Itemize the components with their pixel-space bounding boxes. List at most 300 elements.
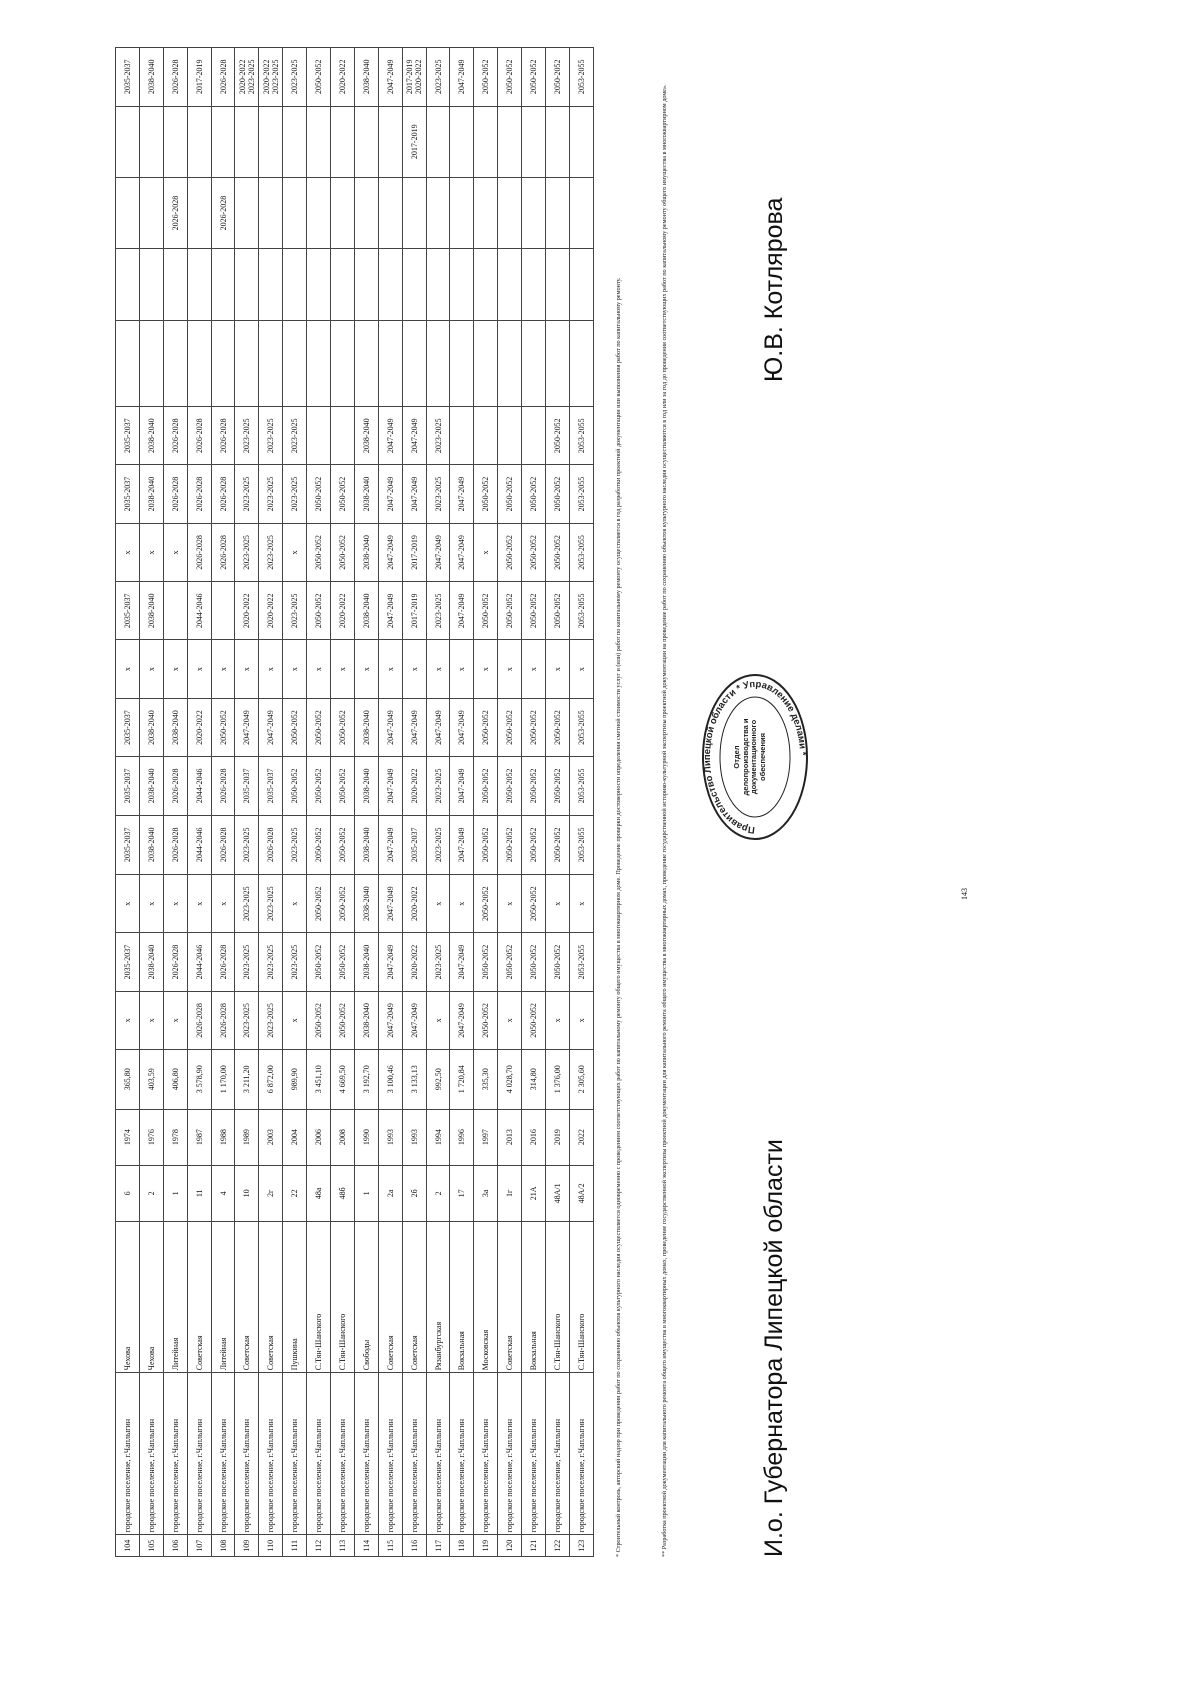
work-period-cell: 2050-2052 [522, 523, 546, 581]
work-period-cell: 2020-2022 [402, 757, 426, 815]
work-period-cell: 2023-2025 [259, 991, 283, 1049]
work-period-cell [450, 249, 474, 320]
work-period-cell: 2047-2049 [402, 698, 426, 756]
work-period-cell: 2047-2049 [402, 991, 426, 1049]
work-period-cell: 2050-2052 [546, 582, 570, 640]
work-period-cell: 2026-2028 [187, 991, 211, 1049]
work-period-cell: 2038-2040 [354, 582, 378, 640]
row-number-cell: 118 [450, 1535, 474, 1557]
work-period-cell [163, 320, 187, 406]
work-period-cell: 2026-2028 [211, 465, 235, 523]
work-period-cell: х [187, 640, 211, 698]
settlement-cell: городское поселение, г.Чаплыгин [354, 1373, 378, 1535]
area-cell: 3 192,70 [354, 1050, 378, 1109]
year-cell: 2022 [569, 1109, 593, 1165]
work-period-cell: х [426, 991, 450, 1049]
house-number-cell: 4 [211, 1165, 235, 1221]
work-period-cell [498, 320, 522, 406]
work-period-cell: 2023-2025 [426, 582, 450, 640]
area-cell: 314,80 [522, 1050, 546, 1109]
work-period-cell [354, 249, 378, 320]
area-cell: 4 028,70 [498, 1050, 522, 1109]
work-period-cell: 2050-2052 [283, 757, 307, 815]
street-cell: Литейная [163, 1221, 187, 1372]
street-cell: Рязанбургская [426, 1221, 450, 1372]
work-period-cell: 2050-2052 [331, 523, 355, 581]
settlement-cell: городское поселение, г.Чаплыгин [139, 1373, 163, 1535]
work-period-cell: 2053-2055 [569, 407, 593, 465]
work-period-cell [378, 106, 402, 177]
table-row [259, 48, 283, 1557]
house-number-cell: 2а [378, 1165, 402, 1221]
row-number-cell: 107 [187, 1535, 211, 1557]
area-cell: 3 133,13 [402, 1050, 426, 1109]
work-period-cell: 2026-2028 [211, 991, 235, 1049]
year-cell: 2006 [307, 1109, 331, 1165]
row-number-cell: 106 [163, 1535, 187, 1557]
work-period-cell: 2023-2025 [426, 757, 450, 815]
work-period-cell: 2050-2052 [211, 698, 235, 756]
work-period-cell: 2038-2040 [354, 991, 378, 1049]
work-period-cell: 2038-2040 [354, 407, 378, 465]
work-period-cell [116, 177, 140, 248]
settlement-cell: городское поселение, г.Чаплыгин [546, 1373, 570, 1535]
work-period-cell: 2050-2052 [307, 48, 331, 107]
year-cell: 2013 [498, 1109, 522, 1165]
work-period-cell: 2020-2022 [331, 48, 355, 107]
work-period-cell: 2026-2028 [187, 465, 211, 523]
settlement-cell: городское поселение, г.Чаплыгин [331, 1373, 355, 1535]
area-cell: 365,80 [116, 1050, 140, 1109]
table-row [522, 48, 546, 1557]
work-period-cell: 2023-2025 [283, 815, 307, 874]
work-period-cell: 2038-2040 [354, 757, 378, 815]
work-period-cell: 2050-2052 [498, 933, 522, 991]
table-row [378, 48, 402, 1557]
work-period-cell: 2026-2028 [211, 815, 235, 874]
work-period-cell [307, 106, 331, 177]
house-number-cell: 1 [163, 1165, 187, 1221]
work-period-cell: 2023-2025 [283, 407, 307, 465]
work-period-cell [498, 177, 522, 248]
work-period-cell [426, 106, 450, 177]
work-period-cell: х [569, 875, 593, 933]
work-period-cell [211, 106, 235, 177]
work-period-cell: 2050-2052 [474, 815, 498, 874]
table-row [283, 48, 307, 1557]
settlement-cell: городское поселение, г.Чаплыгин [259, 1373, 283, 1535]
settlement-cell: городское поселение, г.Чаплыгин [163, 1373, 187, 1535]
work-period-cell: 2050-2052 [522, 815, 546, 874]
work-period-cell: х [498, 640, 522, 698]
work-period-cell: х [546, 640, 570, 698]
work-period-cell: 2023-2025 [426, 407, 450, 465]
work-period-cell [331, 249, 355, 320]
area-cell: 335,30 [474, 1050, 498, 1109]
table-row [498, 48, 522, 1557]
work-period-cell: х [211, 640, 235, 698]
work-period-cell: 2047-2049 [378, 757, 402, 815]
work-period-cell: х [546, 875, 570, 933]
work-period-cell: 2023-2025 [235, 875, 259, 933]
settlement-cell: городское поселение, г.Чаплыгин [402, 1373, 426, 1535]
work-period-cell [474, 177, 498, 248]
year-cell: 2004 [283, 1109, 307, 1165]
house-number-cell: 3а [474, 1165, 498, 1221]
work-period-cell: 2020-2022 2023-2025 [259, 48, 283, 107]
work-period-cell: 2050-2052 [498, 582, 522, 640]
year-cell: 2016 [522, 1109, 546, 1165]
settlement-cell: городское поселение, г.Чаплыгин [426, 1373, 450, 1535]
settlement-cell: городское поселение, г.Чаплыгин [378, 1373, 402, 1535]
work-period-cell: 2044-2046 [187, 933, 211, 991]
area-cell: 3 211,20 [235, 1050, 259, 1109]
work-period-cell [474, 106, 498, 177]
work-period-cell: 2026-2028 [211, 48, 235, 107]
street-cell: Литейная [211, 1221, 235, 1372]
work-period-cell: 2026-2028 [187, 523, 211, 581]
work-period-cell: х [116, 991, 140, 1049]
street-cell: Советская [402, 1221, 426, 1372]
settlement-cell: городское поселение, г.Чаплыгин [498, 1373, 522, 1535]
row-number-cell: 105 [139, 1535, 163, 1557]
work-period-cell [283, 177, 307, 248]
work-period-cell: 2017-2019 2020-2022 [402, 48, 426, 107]
settlement-cell: городское поселение, г.Чаплыгин [283, 1373, 307, 1535]
work-period-cell: 2026-2028 [211, 933, 235, 991]
work-period-cell [235, 106, 259, 177]
work-period-cell: 2026-2028 [211, 523, 235, 581]
work-period-cell: 2050-2052 [331, 875, 355, 933]
house-number-cell: 2 [426, 1165, 450, 1221]
work-period-cell: 2023-2025 [235, 523, 259, 581]
work-period-cell [402, 249, 426, 320]
work-period-cell: 2035-2037 [116, 933, 140, 991]
table-row [116, 48, 140, 1557]
work-period-cell: 2038-2040 [354, 465, 378, 523]
work-period-cell [426, 249, 450, 320]
work-period-cell: 2026-2028 [163, 465, 187, 523]
work-period-cell: х [402, 640, 426, 698]
work-period-cell: х [116, 523, 140, 581]
work-period-cell: х [474, 640, 498, 698]
work-period-cell: 2047-2049 [378, 991, 402, 1049]
work-period-cell: х [546, 991, 570, 1049]
work-period-cell: 2047-2049 [378, 407, 402, 465]
year-cell: 1997 [474, 1109, 498, 1165]
work-period-cell [331, 106, 355, 177]
work-period-cell: 2047-2049 [378, 48, 402, 107]
table-row [163, 48, 187, 1557]
work-period-cell: 2050-2052 [522, 875, 546, 933]
work-period-cell: 2038-2040 [354, 815, 378, 874]
row-number-cell: 121 [522, 1535, 546, 1557]
work-period-cell: 2047-2049 [450, 48, 474, 107]
work-period-cell [259, 106, 283, 177]
work-period-cell [378, 249, 402, 320]
work-period-cell: 2050-2052 [474, 991, 498, 1049]
area-cell: 4 669,50 [331, 1050, 355, 1109]
work-period-cell [522, 177, 546, 248]
year-cell: 1987 [187, 1109, 211, 1165]
work-period-cell [235, 177, 259, 248]
work-period-cell [546, 249, 570, 320]
work-period-cell: 2026-2028 [163, 48, 187, 107]
house-number-cell: 10 [235, 1165, 259, 1221]
street-cell: Свободы [354, 1221, 378, 1372]
work-period-cell [307, 177, 331, 248]
work-period-cell: 2047-2049 [378, 698, 402, 756]
work-period-cell [307, 407, 331, 465]
work-period-cell: 2023-2025 [259, 523, 283, 581]
work-period-cell [498, 249, 522, 320]
area-cell: 2 305,60 [569, 1050, 593, 1109]
official-stamp [700, 672, 810, 842]
row-number-cell: 117 [426, 1535, 450, 1557]
year-cell: 2003 [259, 1109, 283, 1165]
page-number: 143 [960, 888, 969, 900]
work-period-cell [522, 106, 546, 177]
work-period-cell [426, 177, 450, 248]
work-period-cell: х [187, 875, 211, 933]
work-period-cell: 2050-2052 [522, 582, 546, 640]
work-period-cell [378, 177, 402, 248]
work-period-cell [546, 320, 570, 406]
work-period-cell: 2038-2040 [139, 757, 163, 815]
street-cell: Советская [235, 1221, 259, 1372]
work-period-cell [211, 320, 235, 406]
settlement-cell: городское поселение, г.Чаплыгин [211, 1373, 235, 1535]
work-period-cell: х [139, 640, 163, 698]
work-period-cell: 2026-2028 [163, 815, 187, 874]
footnote-2: ** Разработка проектной документации для капитального ремонта общего имущества в многоквартирных домах, проведение государственной экспертизы проектной документации для капитального ремонта общего имущества в многоквартирных домах, проведение государственной историко-культурной экспертизы проектной документации на проведение работ по сохранению объектов культурного наследия осуществляются в год или за год до проведения соответствующих работ по капитальному ремонту общего имущества в многоквартирном доме». [661, 84, 668, 1557]
area-cell: 3 578,90 [187, 1050, 211, 1109]
house-number-cell: 1г [498, 1165, 522, 1221]
work-period-cell: 2050-2052 [546, 523, 570, 581]
work-period-cell [402, 320, 426, 406]
work-period-cell: х [163, 640, 187, 698]
work-period-cell: 2038-2040 [139, 48, 163, 107]
work-period-cell: 2023-2025 [235, 815, 259, 874]
work-period-cell: 2035-2037 [116, 465, 140, 523]
table-row [354, 48, 378, 1557]
work-period-cell: 2050-2052 [546, 815, 570, 874]
work-period-cell [546, 106, 570, 177]
house-number-cell: 48б [331, 1165, 355, 1221]
house-number-cell: 17 [450, 1165, 474, 1221]
work-period-cell: 2026-2028 [259, 815, 283, 874]
work-period-cell: 2050-2052 [474, 933, 498, 991]
work-period-cell [211, 249, 235, 320]
work-period-cell [116, 320, 140, 406]
row-number-cell: 119 [474, 1535, 498, 1557]
work-period-cell: х [139, 875, 163, 933]
work-period-cell: 2050-2052 [307, 523, 331, 581]
work-period-cell: 2038-2040 [139, 815, 163, 874]
signatory-name: Ю.В. Котлярова [760, 197, 788, 382]
work-period-cell: 2023-2025 [283, 933, 307, 991]
work-period-cell [522, 407, 546, 465]
settlement-cell: городское поселение, г.Чаплыгин [307, 1373, 331, 1535]
work-period-cell: 2050-2052 [474, 698, 498, 756]
work-period-cell: 2053-2055 [569, 815, 593, 874]
work-period-cell: 2038-2040 [354, 875, 378, 933]
work-period-cell [450, 407, 474, 465]
work-period-cell: 2053-2055 [569, 698, 593, 756]
work-period-cell: 2020-2022 [402, 933, 426, 991]
work-period-cell: х [283, 523, 307, 581]
work-period-cell [354, 320, 378, 406]
table-row [546, 48, 570, 1557]
work-period-cell: 2050-2052 [331, 757, 355, 815]
work-period-cell: 2023-2025 [283, 465, 307, 523]
area-cell: 403,59 [139, 1050, 163, 1109]
area-cell: 6 872,00 [259, 1050, 283, 1109]
work-period-cell: 2047-2049 [378, 582, 402, 640]
settlement-cell: городское поселение, г.Чаплыгин [569, 1373, 593, 1535]
work-period-cell: х [569, 991, 593, 1049]
work-period-cell: 2026-2028 [211, 177, 235, 248]
work-period-cell: х [450, 875, 474, 933]
house-number-cell: 48А/1 [546, 1165, 570, 1221]
work-period-cell: 2035-2037 [402, 815, 426, 874]
work-period-cell: 2047-2049 [259, 698, 283, 756]
row-number-cell: 114 [354, 1535, 378, 1557]
work-period-cell: х [283, 991, 307, 1049]
work-period-cell: 2020-2022 [402, 875, 426, 933]
row-number-cell: 108 [211, 1535, 235, 1557]
work-period-cell: 2038-2040 [354, 523, 378, 581]
work-period-cell: х [522, 640, 546, 698]
work-period-cell [498, 106, 522, 177]
work-period-cell: 2050-2052 [498, 523, 522, 581]
work-period-cell: х [116, 640, 140, 698]
stamp-outer-text: Правительство Липецкой области * Управление делами * [701, 678, 809, 836]
work-period-cell: 2050-2052 [307, 465, 331, 523]
work-period-cell [569, 249, 593, 320]
work-period-cell: 2017-2019 [402, 106, 426, 177]
year-cell: 1976 [139, 1109, 163, 1165]
year-cell: 2019 [546, 1109, 570, 1165]
row-number-cell: 110 [259, 1535, 283, 1557]
row-number-cell: 104 [116, 1535, 140, 1557]
work-period-cell: 2035-2037 [116, 48, 140, 107]
work-period-cell [283, 106, 307, 177]
work-period-cell [331, 177, 355, 248]
work-period-cell: 2035-2037 [116, 407, 140, 465]
work-period-cell [498, 407, 522, 465]
work-period-cell: 2038-2040 [354, 48, 378, 107]
work-period-cell: х [498, 991, 522, 1049]
work-period-cell: 2050-2052 [546, 465, 570, 523]
work-period-cell: х [163, 523, 187, 581]
year-cell: 1994 [426, 1109, 450, 1165]
work-period-cell: 2020-2022 [187, 698, 211, 756]
work-period-cell: х [163, 991, 187, 1049]
work-period-cell: 2050-2052 [498, 757, 522, 815]
work-period-cell: 2050-2052 [474, 465, 498, 523]
street-cell: Чехова [116, 1221, 140, 1372]
year-cell: 1988 [211, 1109, 235, 1165]
work-period-cell: 2020-2022 2023-2025 [235, 48, 259, 107]
work-period-cell: 2017-2019 [402, 582, 426, 640]
work-period-cell [116, 106, 140, 177]
table-row [426, 48, 450, 1557]
work-period-cell: 2047-2049 [450, 991, 474, 1049]
area-cell: 3 100,46 [378, 1050, 402, 1109]
work-period-cell: 2020-2022 [331, 582, 355, 640]
work-period-cell: 2050-2052 [283, 698, 307, 756]
work-period-cell: 2047-2049 [426, 523, 450, 581]
street-cell: С.Тян-Шанского [307, 1221, 331, 1372]
area-cell: 1 376,00 [546, 1050, 570, 1109]
work-period-cell [211, 582, 235, 640]
work-period-cell: х [307, 640, 331, 698]
work-period-cell: 2038-2040 [354, 933, 378, 991]
work-period-cell: х [283, 875, 307, 933]
table-body [116, 48, 594, 1557]
work-period-cell [450, 320, 474, 406]
work-period-cell [354, 177, 378, 248]
work-period-cell: х [378, 640, 402, 698]
work-period-cell: 2050-2052 [474, 757, 498, 815]
work-period-cell [546, 177, 570, 248]
work-period-cell [307, 320, 331, 406]
street-cell: Советская [498, 1221, 522, 1372]
work-period-cell: 2035-2037 [259, 757, 283, 815]
work-period-cell: 2047-2049 [378, 815, 402, 874]
work-period-cell: 2053-2055 [569, 582, 593, 640]
house-number-cell: 21А [522, 1165, 546, 1221]
work-period-cell [163, 249, 187, 320]
work-period-cell [187, 320, 211, 406]
work-period-cell: 2020-2022 [259, 582, 283, 640]
table-row [307, 48, 331, 1557]
footnote-1: * Строительный контроль, авторский надзор при проведении работ по сохранению объектов культурного наследия осуществляется одновременно с проведением соответствующих работ по капитальному ремонту общего имущества в многоквартирном доме. Проведение проверки достоверности определения сметной стоимости услуг и (или) работ по капитальному ремонту осуществляется в год разработки проектной документации или выполнения работ по капитальному ремонту. [615, 277, 622, 1557]
work-period-cell [259, 320, 283, 406]
work-period-cell: 2038-2040 [139, 465, 163, 523]
work-period-cell: х [139, 991, 163, 1049]
work-period-cell: 2023-2025 [426, 815, 450, 874]
house-number-cell: 48а [307, 1165, 331, 1221]
work-period-cell: 2026-2028 [163, 933, 187, 991]
work-period-cell: 2038-2040 [139, 698, 163, 756]
house-number-cell: 22 [283, 1165, 307, 1221]
work-period-cell: 2047-2049 [450, 815, 474, 874]
area-cell: 1 170,00 [211, 1050, 235, 1109]
area-cell: 992,50 [426, 1050, 450, 1109]
street-cell: Московская [474, 1221, 498, 1372]
work-period-cell: 2026-2028 [163, 757, 187, 815]
work-period-cell: 2047-2049 [450, 582, 474, 640]
work-period-cell [450, 106, 474, 177]
work-period-cell: 2026-2028 [163, 177, 187, 248]
work-period-cell: 2050-2052 [546, 757, 570, 815]
work-period-cell: 2050-2052 [474, 48, 498, 107]
table-row [331, 48, 355, 1557]
work-period-cell: 2044-2046 [187, 582, 211, 640]
work-period-cell [354, 106, 378, 177]
work-period-cell: 2023-2025 [235, 991, 259, 1049]
work-period-cell [139, 177, 163, 248]
table-row [235, 48, 259, 1557]
row-number-cell: 111 [283, 1535, 307, 1557]
work-period-cell: 2050-2052 [307, 991, 331, 1049]
work-period-cell: 2026-2028 [211, 757, 235, 815]
work-period-cell: 2050-2052 [307, 698, 331, 756]
work-period-cell: 2050-2052 [522, 933, 546, 991]
work-period-cell [307, 249, 331, 320]
